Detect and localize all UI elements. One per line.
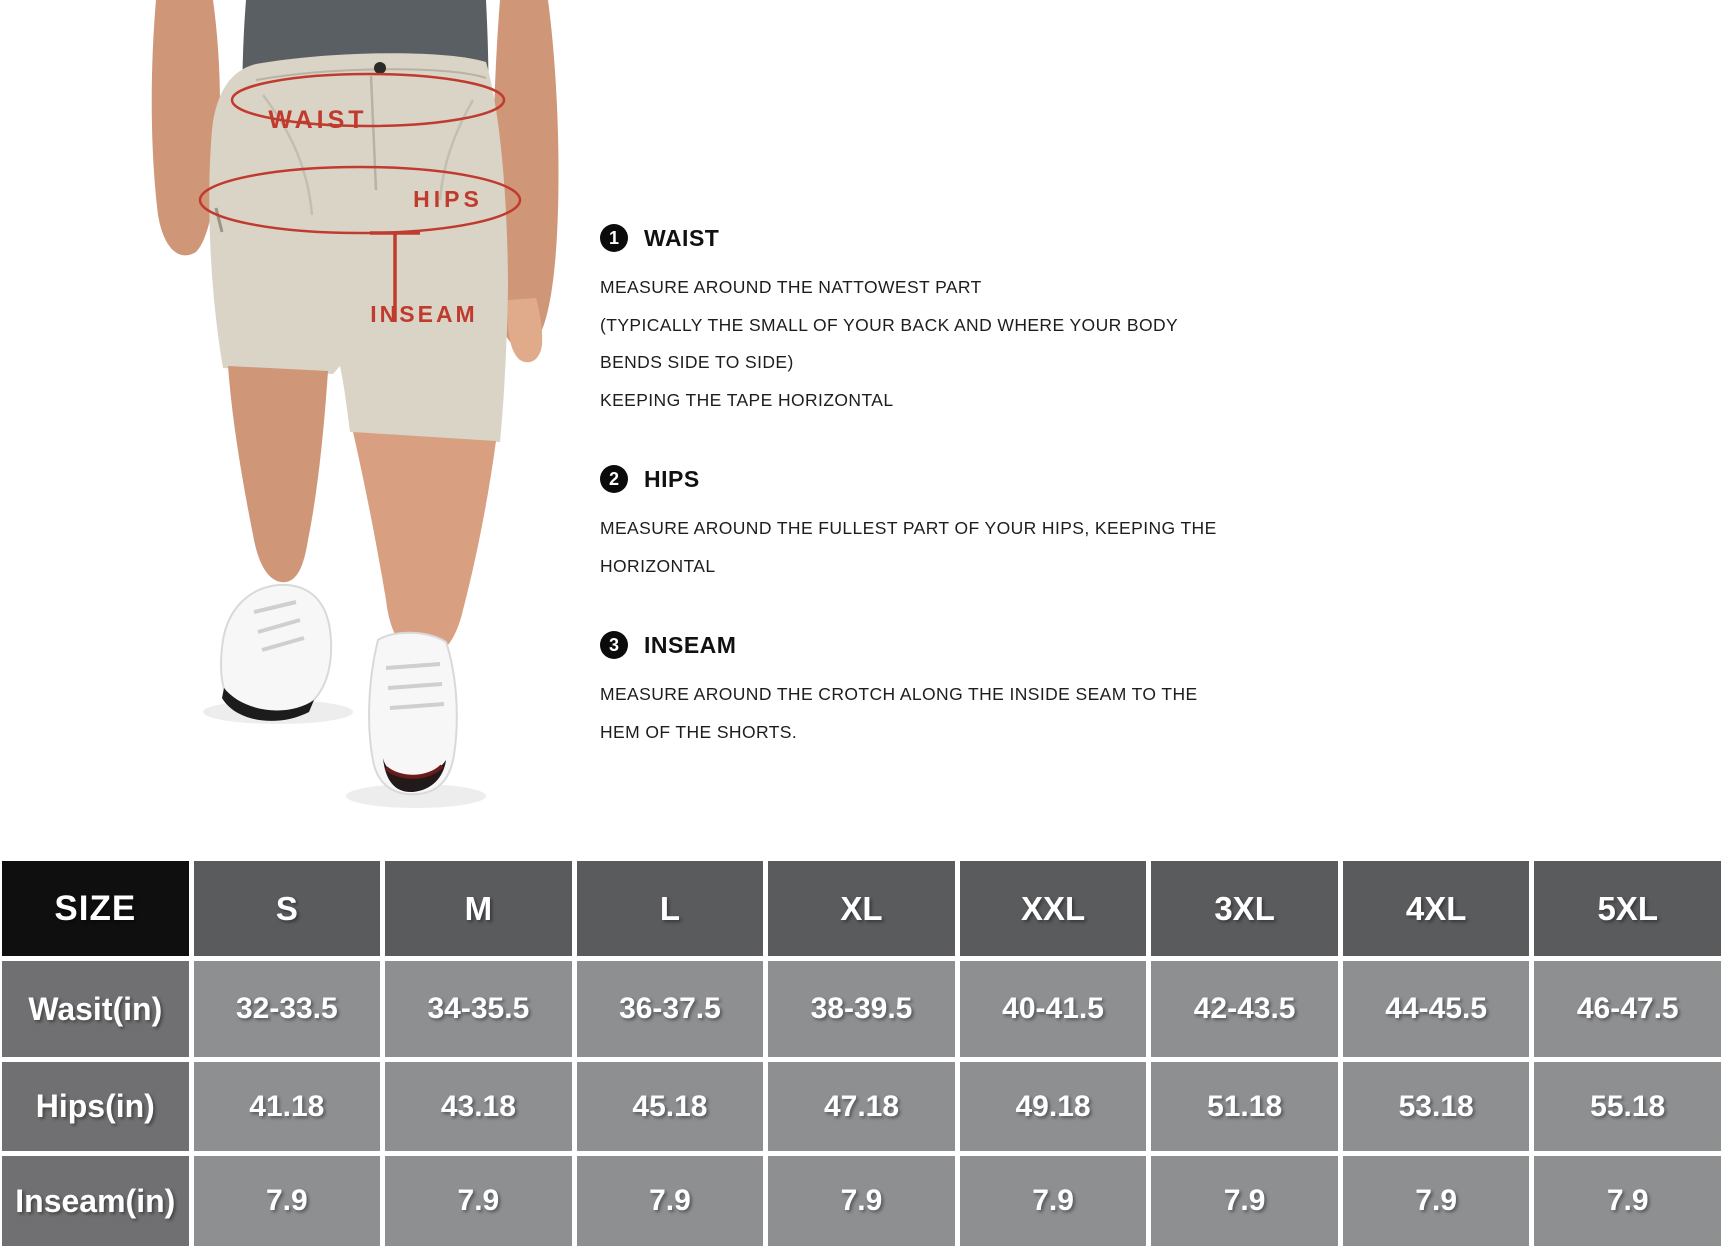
hips-line-1: MEASURE AROUND THE FULLEST PART OF YOUR HIPS, KEEPING THE (600, 518, 1217, 538)
inseam-value-4xl: 7.9 (1343, 1156, 1530, 1246)
step-3-badge: 3 (600, 631, 628, 659)
waist-line-1: MEASURE AROUND THE NATTOWEST PART (600, 277, 982, 297)
col-header-xxl: XXL (960, 861, 1147, 956)
waist-row-label: Wasit(in) (2, 961, 189, 1057)
waist-line-3: BENDS SIDE TO SIDE) (600, 352, 794, 372)
model-photo-art (128, 0, 603, 858)
step-1-badge: 1 (600, 224, 628, 252)
waist-line-4: KEEPING THE TAPE HORIZONTAL (600, 389, 894, 410)
waist-tag-label: WAIST (268, 106, 368, 134)
shorts-button (374, 62, 386, 74)
right-shoe (369, 633, 457, 795)
hips-section (600, 465, 1390, 585)
right-hand-shape (508, 298, 543, 362)
hips-value-m: 43.18 (385, 1062, 572, 1151)
left-shoe (221, 585, 331, 716)
inseam-value-m: 7.9 (385, 1156, 572, 1246)
hips-value-xxl: 49.18 (960, 1062, 1147, 1151)
waist-section (600, 224, 1390, 419)
right-leg-shape (353, 432, 496, 656)
col-header-5xl: 5XL (1534, 861, 1721, 956)
hips-value-s: 41.18 (194, 1062, 381, 1151)
size-chart-table (0, 858, 1723, 1246)
hips-value-l: 45.18 (577, 1062, 764, 1151)
waist-value-l: 36-37.5 (577, 961, 764, 1057)
col-header-m: M (385, 861, 572, 956)
inseam-row-label: Inseam(in) (2, 1156, 189, 1246)
waist-value-m: 34-35.5 (385, 961, 572, 1057)
inseam-value-s: 7.9 (194, 1156, 381, 1246)
inseam-section (600, 631, 1390, 751)
size-corner-header: SIZE (2, 861, 189, 956)
hips-value-4xl: 53.18 (1343, 1062, 1530, 1151)
hips-row-label: Hips(in) (2, 1062, 189, 1151)
hips-section-title: HIPS (644, 465, 700, 492)
measure-instructions (600, 224, 1390, 797)
col-header-l: L (577, 861, 764, 956)
left-leg-shape (228, 366, 328, 582)
waist-section-title: WAIST (644, 224, 720, 251)
inseam-section-title: INSEAM (644, 631, 737, 658)
col-header-3xl: 3XL (1151, 861, 1338, 956)
inseam-value-3xl: 7.9 (1151, 1156, 1338, 1246)
model-photo (128, 0, 603, 858)
inseam-tag-label: INSEAM (370, 301, 478, 327)
inseam-value-xxl: 7.9 (960, 1156, 1147, 1246)
hips-value-3xl: 51.18 (1151, 1062, 1338, 1151)
hips-line-2: HORIZONTAL (600, 555, 716, 576)
waist-value-s: 32-33.5 (194, 961, 381, 1057)
waist-value-3xl: 42-43.5 (1151, 961, 1338, 1057)
step-2-badge: 2 (600, 465, 628, 493)
inseam-value-xl: 7.9 (768, 1156, 955, 1246)
inseam-value-5xl: 7.9 (1534, 1156, 1721, 1246)
waist-value-4xl: 44-45.5 (1343, 961, 1530, 1057)
waist-value-xxl: 40-41.5 (960, 961, 1147, 1057)
hips-tag-label: HIPS (413, 186, 483, 212)
inseam-line-2: HEM OF THE SHORTS. (600, 721, 798, 742)
hips-value-xl: 47.18 (768, 1062, 955, 1151)
col-header-xl: XL (768, 861, 955, 956)
col-header-s: S (194, 861, 381, 956)
inseam-value-l: 7.9 (577, 1156, 764, 1246)
inseam-line-1: MEASURE AROUND THE CROTCH ALONG THE INSIDE SEAM TO THE (600, 684, 1198, 704)
waist-value-xl: 38-39.5 (768, 961, 955, 1057)
hips-value-5xl: 55.18 (1534, 1062, 1721, 1151)
waist-value-5xl: 46-47.5 (1534, 961, 1721, 1057)
col-header-4xl: 4XL (1343, 861, 1530, 956)
waist-line-2: (TYPICALLY THE SMALL OF YOUR BACK AND WHERE YOUR BODY (600, 314, 1179, 335)
